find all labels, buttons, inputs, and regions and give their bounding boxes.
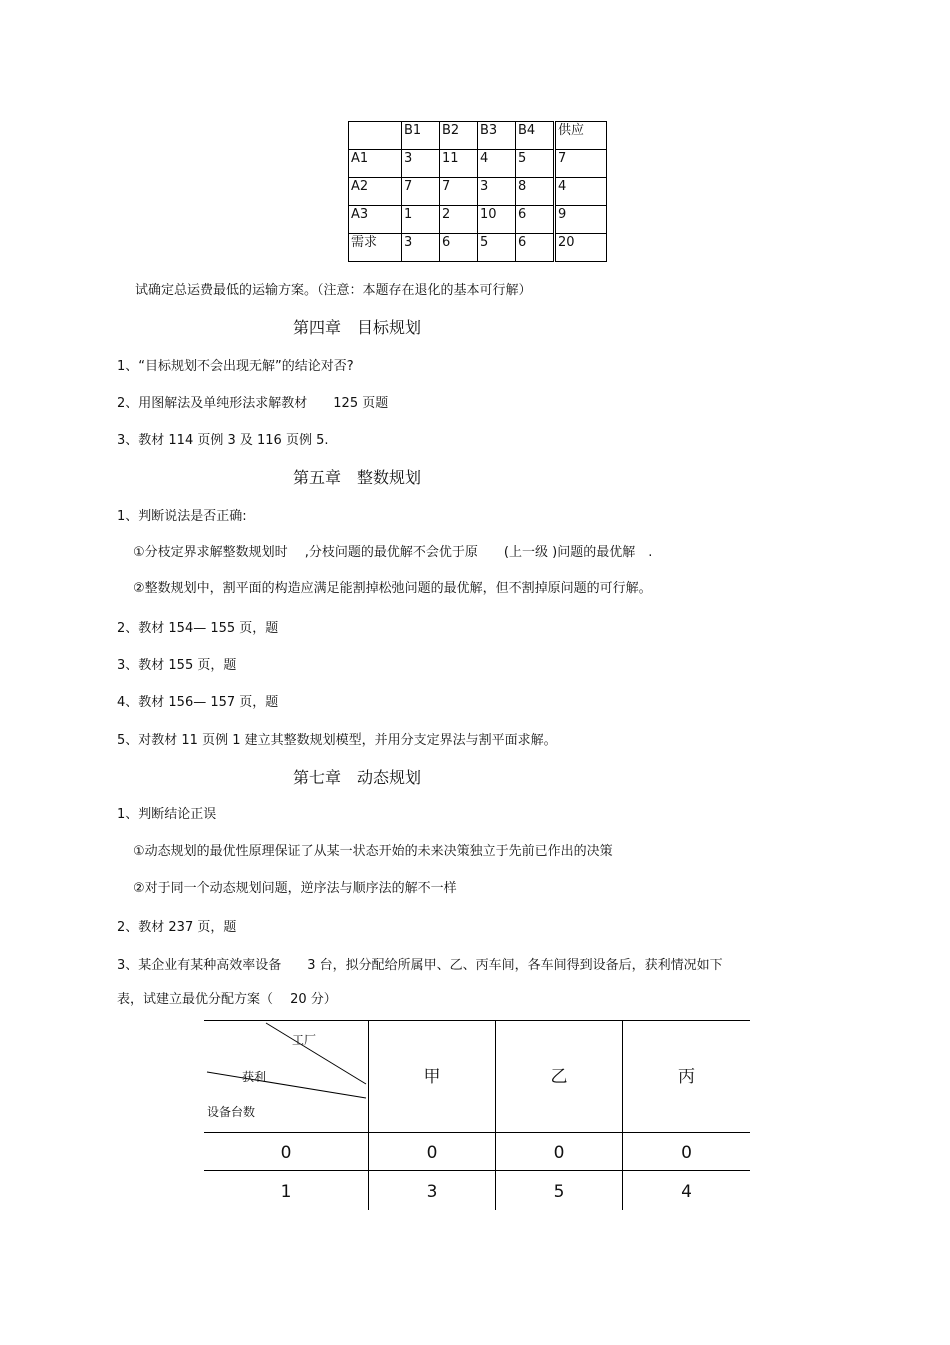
table-cell: 2 xyxy=(440,206,478,234)
chapter-5-item-3: 3、教材 155 页，题 xyxy=(117,658,237,673)
table-cell: 1 xyxy=(280,1182,292,1202)
table-header-cell: B4 xyxy=(516,122,555,150)
table-cell: 3 xyxy=(402,150,440,178)
column-header-jia: 甲 xyxy=(423,1067,441,1087)
table-cell: 7 xyxy=(402,178,440,206)
table-rule xyxy=(204,1132,750,1133)
chapter-7-item-3: 3、某企业有某种高效率设备 3 台，拟分配给所属甲、乙、丙车间，各车间得到设备后，获利情况如下 xyxy=(117,958,723,973)
column-header-yi: 乙 xyxy=(550,1067,568,1087)
table-row xyxy=(349,150,607,178)
transport-table xyxy=(348,121,607,262)
table-cell: A2 xyxy=(349,178,402,206)
table-header-cell: B1 xyxy=(402,122,440,150)
table-cell: 6 xyxy=(516,206,555,234)
chapter-7-item-1-a: ①动态规划的最优性原理保证了从某一状态开始的未来决策独立于先前已作出的决策 xyxy=(133,844,613,859)
table-cell: 20 xyxy=(555,234,607,262)
chapter-4-item-1: 1、“目标规划不会出现无解”的结论对否? xyxy=(117,359,354,374)
corner-label-profit: 获利 xyxy=(242,1070,267,1084)
profit-table xyxy=(204,1020,750,1210)
table-cell: A1 xyxy=(349,150,402,178)
corner-label-equipment-count: 设备台数 xyxy=(207,1105,256,1119)
table-cell: 6 xyxy=(516,234,555,262)
chapter-7-item-1: 1、判断结论正误 xyxy=(117,807,217,822)
corner-label-factory: 工厂 xyxy=(292,1033,317,1047)
table-cell: 0 xyxy=(426,1143,438,1163)
table-cell: 需求 xyxy=(349,234,402,262)
chapter-7-item-2: 2、教材 237 页，题 xyxy=(117,920,237,935)
chapter-5-title: 第五章 整数规划 xyxy=(293,468,422,487)
table-cell: 4 xyxy=(681,1182,692,1202)
table-row xyxy=(349,234,607,262)
table-cell: 10 xyxy=(478,206,516,234)
chapter-7-title: 第七章 动态规划 xyxy=(293,768,422,787)
chapter-5-item-1-a: ①分枝定界求解整数规划时 ,分枝问题的最优解不会优于原 (上一级 )问题的最优解 . xyxy=(133,545,653,560)
table-cell: 8 xyxy=(516,178,555,206)
table-cell xyxy=(349,122,402,150)
chapter-5-item-5: 5、对教材 11 页例 1 建立其整数规划模型，并用分支定界法与割平面求解。 xyxy=(117,733,557,748)
table-cell: 5 xyxy=(478,234,516,262)
table-cell: 9 xyxy=(555,206,607,234)
chapter-5-item-1: 1、判断说法是否正确: xyxy=(117,509,247,524)
chapter-5-item-1-b: ②整数规划中，割平面的构造应满足能割掉松弛问题的最优解，但不割掉原问题的可行解。 xyxy=(133,581,652,596)
table-cell: 7 xyxy=(440,178,478,206)
chapter-4-title: 第四章 目标规划 xyxy=(293,318,422,337)
transport-problem-note: 试确定总运费最低的运输方案。（注意：本题存在退化的基本可行解） xyxy=(135,283,532,298)
table-cell: 5 xyxy=(516,150,555,178)
chapter-4-item-2: 2、用图解法及单纯形法求解教材 125 页题 xyxy=(117,396,389,411)
table-header-cell: B2 xyxy=(440,122,478,150)
column-header-bing: 丙 xyxy=(678,1067,695,1087)
chapter-7-item-1-b: ②对于同一个动态规划问题，逆序法与顺序法的解不一样 xyxy=(133,881,457,896)
table-cell: 6 xyxy=(440,234,478,262)
table-cell: 3 xyxy=(426,1182,438,1202)
table-row xyxy=(349,206,607,234)
table-cell: 0 xyxy=(280,1143,292,1163)
table-cell: 0 xyxy=(553,1143,565,1163)
table-cell: 7 xyxy=(555,150,607,178)
table-row xyxy=(349,178,607,206)
table-header-cell: 供应 xyxy=(555,122,607,150)
table-cell: 4 xyxy=(555,178,607,206)
table-cell: A3 xyxy=(349,206,402,234)
table-cell: 0 xyxy=(681,1143,692,1163)
table-cell: 11 xyxy=(440,150,478,178)
table-cell: 5 xyxy=(553,1182,565,1202)
chapter-4-item-3: 3、教材 114 页例 3 及 116 页例 5. xyxy=(117,433,329,448)
table-cell: 3 xyxy=(478,178,516,206)
table-cell: 1 xyxy=(402,206,440,234)
table-rule xyxy=(204,1170,750,1171)
chapter-7-item-3-cont: 表，试建立最优分配方案（ 20 分） xyxy=(117,992,337,1007)
table-cell: 4 xyxy=(478,150,516,178)
chapter-5-item-2: 2、教材 154— 155 页，题 xyxy=(117,621,279,636)
table-row xyxy=(349,122,607,150)
table-header-cell: B3 xyxy=(478,122,516,150)
table-cell: 3 xyxy=(402,234,440,262)
chapter-5-item-4: 4、教材 156— 157 页，题 xyxy=(117,695,279,710)
